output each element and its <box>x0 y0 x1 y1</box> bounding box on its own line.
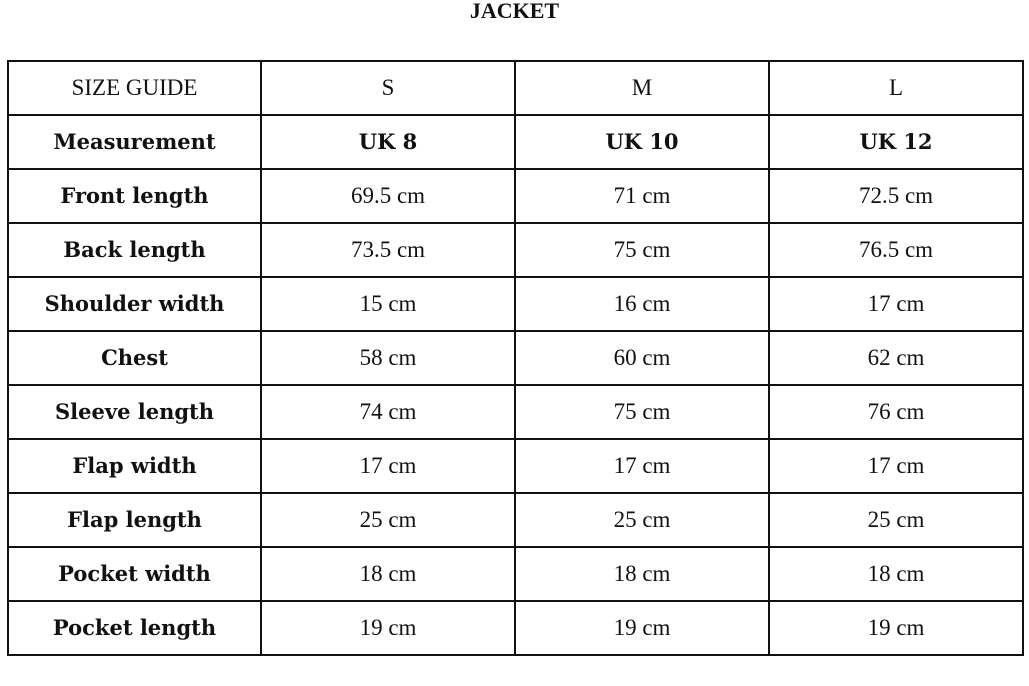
cell-value: 60 cm <box>515 331 769 385</box>
table-row <box>8 385 1023 439</box>
row-label: Pocket width <box>8 547 261 601</box>
row-label: Front length <box>8 169 261 223</box>
table-row <box>8 277 1023 331</box>
table-row <box>8 331 1023 385</box>
cell-value: 69.5 cm <box>261 169 515 223</box>
row-label: Pocket length <box>8 601 261 655</box>
cell-value: 76 cm <box>769 385 1023 439</box>
table-row <box>8 169 1023 223</box>
cell-value: 19 cm <box>515 601 769 655</box>
table-row <box>8 223 1023 277</box>
cell-value: 62 cm <box>769 331 1023 385</box>
cell-value: 17 cm <box>515 439 769 493</box>
uk-size-row <box>8 115 1023 169</box>
cell-value: 25 cm <box>515 493 769 547</box>
cell-value: 16 cm <box>515 277 769 331</box>
uk-size-l: UK 12 <box>769 115 1023 169</box>
size-m-header: M <box>515 61 769 115</box>
cell-value: 15 cm <box>261 277 515 331</box>
row-label: Shoulder width <box>8 277 261 331</box>
page-title: JACKET <box>469 0 560 23</box>
cell-value: 75 cm <box>515 223 769 277</box>
cell-value: 17 cm <box>261 439 515 493</box>
cell-value: 72.5 cm <box>769 169 1023 223</box>
cell-value: 18 cm <box>769 547 1023 601</box>
row-label: Chest <box>8 331 261 385</box>
size-header-row <box>8 61 1023 115</box>
row-label: Flap length <box>8 493 261 547</box>
size-guide-label: SIZE GUIDE <box>8 61 261 115</box>
cell-value: 73.5 cm <box>261 223 515 277</box>
table-row <box>8 547 1023 601</box>
cell-value: 58 cm <box>261 331 515 385</box>
cell-value: 18 cm <box>261 547 515 601</box>
row-label: Back length <box>8 223 261 277</box>
cell-value: 25 cm <box>261 493 515 547</box>
table-row <box>8 601 1023 655</box>
cell-value: 17 cm <box>769 277 1023 331</box>
uk-size-m: UK 10 <box>515 115 769 169</box>
cell-value: 71 cm <box>515 169 769 223</box>
cell-value: 19 cm <box>261 601 515 655</box>
row-label: Sleeve length <box>8 385 261 439</box>
uk-size-s: UK 8 <box>261 115 515 169</box>
table-row <box>8 439 1023 493</box>
cell-value: 76.5 cm <box>769 223 1023 277</box>
measurement-label: Measurement <box>8 115 261 169</box>
size-l-header: L <box>769 61 1023 115</box>
table-row <box>8 493 1023 547</box>
size-s-header: S <box>261 61 515 115</box>
size-guide-table <box>7 60 1024 656</box>
cell-value: 18 cm <box>515 547 769 601</box>
cell-value: 19 cm <box>769 601 1023 655</box>
cell-value: 75 cm <box>515 385 769 439</box>
row-label: Flap width <box>8 439 261 493</box>
cell-value: 74 cm <box>261 385 515 439</box>
cell-value: 17 cm <box>769 439 1023 493</box>
cell-value: 25 cm <box>769 493 1023 547</box>
